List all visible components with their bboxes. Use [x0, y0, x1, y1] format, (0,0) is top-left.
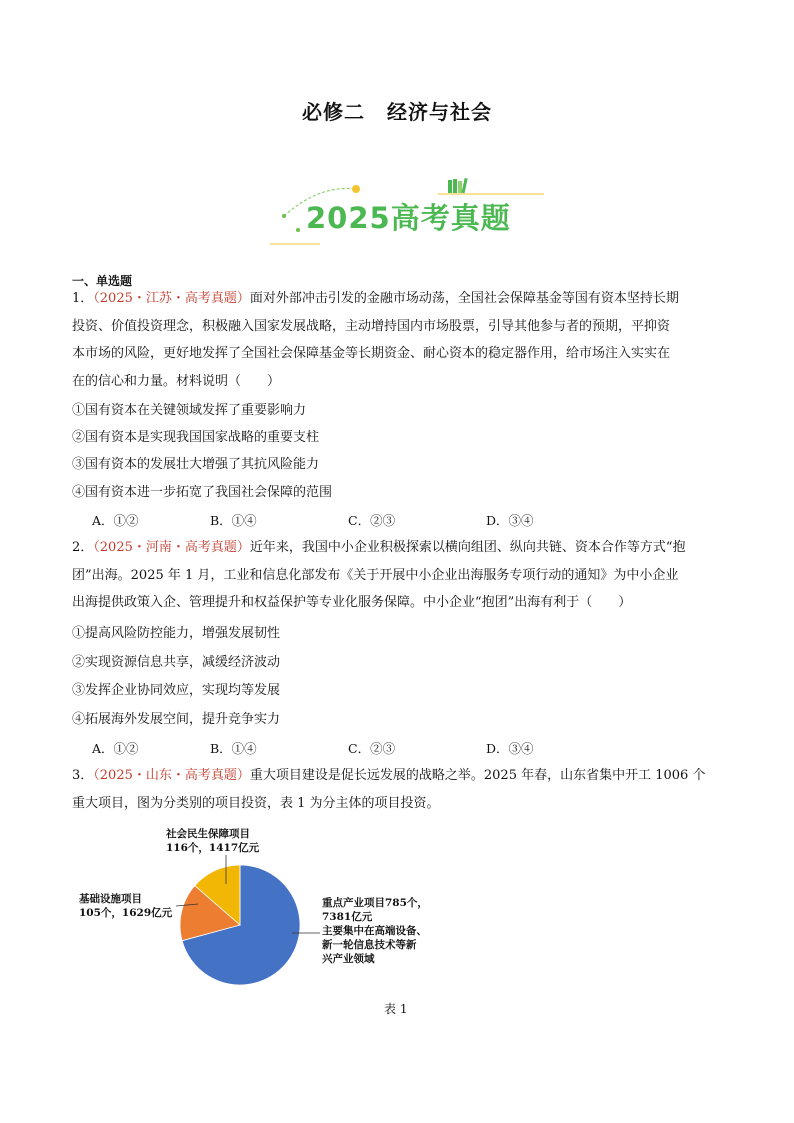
- question-1-choice-a[interactable]: A．①②: [92, 513, 139, 528]
- question-1-option-3: ③国有资本的发展壮大增强了其抗风险能力: [72, 457, 320, 472]
- pie-label-infra: 基础设施项目 105个，1629亿元: [79, 893, 173, 919]
- question-2-line-1: 2．（2025・河南・高考真题）近年来，我国中小企业积极探索以横向组团、纵向共链、资本合作等方式“抱: [72, 540, 686, 555]
- question-1-line-1: 1．（2025・江苏・高考真题）面对外部冲击引发的金融市场动荡，全国社会保障基金等国有资本坚持长期: [72, 291, 679, 306]
- pie-chart: [170, 855, 310, 995]
- question-1-option-1: ①国有资本在关键领域发挥了重要影响力: [72, 403, 307, 418]
- title-part2: 经济与社会: [387, 100, 492, 124]
- question-1-choice-b[interactable]: B．①④: [210, 513, 257, 528]
- question-2-choice-d[interactable]: D．③④: [486, 741, 534, 756]
- pie-label-social: 社会民生保障项目 116个，1417亿元: [166, 828, 260, 854]
- question-2-choice-c[interactable]: C．②③: [348, 741, 396, 756]
- pie-label-industry: 重点产业项目785个， 7381亿元 主要集中在高端设备、 新一轮信息技术等新 兴产业领域: [322, 897, 428, 965]
- page-title: [0, 96, 794, 125]
- question-3-line-2: 重大项目，图为分类别的项目投资，表 1 为分主体的项目投资。: [72, 795, 440, 811]
- title-part1: 必修二: [302, 100, 365, 124]
- banner-title: 2025高考真题: [306, 201, 511, 235]
- question-2-line-2: 团”出海。2025 年 1 月，工业和信息化部发布《关于开展中小企业出海服务专项行动的通知》为中小企业: [72, 567, 679, 583]
- question-3-stem: [72, 762, 724, 817]
- books-icon: [448, 178, 468, 193]
- question-1-line-4: 在的信心和力量。材料说明（ ）: [72, 373, 281, 389]
- question-1-stem: [72, 285, 724, 395]
- question-1-line-3: 本市场的风险，更好地发挥了全国社会保障基金等长期资金、耐心资本的稳定器作用，给市场注入实实在: [72, 346, 671, 361]
- question-2-option-2: ②实现资源信息共享，减缓经济波动: [72, 655, 281, 670]
- question-1-choice-c[interactable]: C．②③: [348, 513, 396, 528]
- banner-dot-yellow: [352, 185, 360, 193]
- question-2-option-1: ①提高风险防控能力，增强发展韧性: [72, 626, 281, 641]
- question-2-line-3: 出海提供政策入企、管理提升和权益保护等专业化服务保障。中小企业“抱团”出海有利于（ ）: [72, 595, 632, 610]
- question-2-choice-b[interactable]: B．①④: [210, 741, 257, 756]
- question-1-source: （2025・江苏・高考真题）: [93, 291, 250, 306]
- question-1-line-2: 投资、价值投资理念，积极融入国家发展战略，主动增持国内市场股票，引导其他参与者的预期，平抑资: [72, 318, 671, 334]
- question-3-source: （2025・山东・高考真题）: [93, 768, 250, 783]
- question-1-choice-d[interactable]: D．③④: [486, 513, 534, 528]
- question-2-choice-a[interactable]: A．①②: [92, 741, 139, 756]
- section-heading: 一、单选题: [72, 274, 133, 288]
- question-2-stem: [72, 534, 724, 617]
- banner-dot-green: [282, 214, 286, 218]
- question-1-option-4: ④国有资本进一步拓宽了我国社会保障的范围: [72, 485, 333, 500]
- question-2-option-3: ③发挥企业协同效应，实现均等发展: [72, 683, 281, 698]
- table-caption: 表 1: [384, 1002, 408, 1016]
- question-3-line-1: 3．（2025・山东・高考真题）重大项目建设是促长远发展的战略之举。2025 年春，山东省集中开工 1006 个: [72, 768, 706, 783]
- banner-dot-green-2: [296, 228, 300, 232]
- question-2-source: （2025・河南・高考真题）: [93, 540, 250, 555]
- question-2-option-4: ④拓展海外发展空间，提升竞争实力: [72, 712, 281, 727]
- question-1-option-2: ②国有资本是实现我国国家战略的重要支柱: [72, 430, 320, 445]
